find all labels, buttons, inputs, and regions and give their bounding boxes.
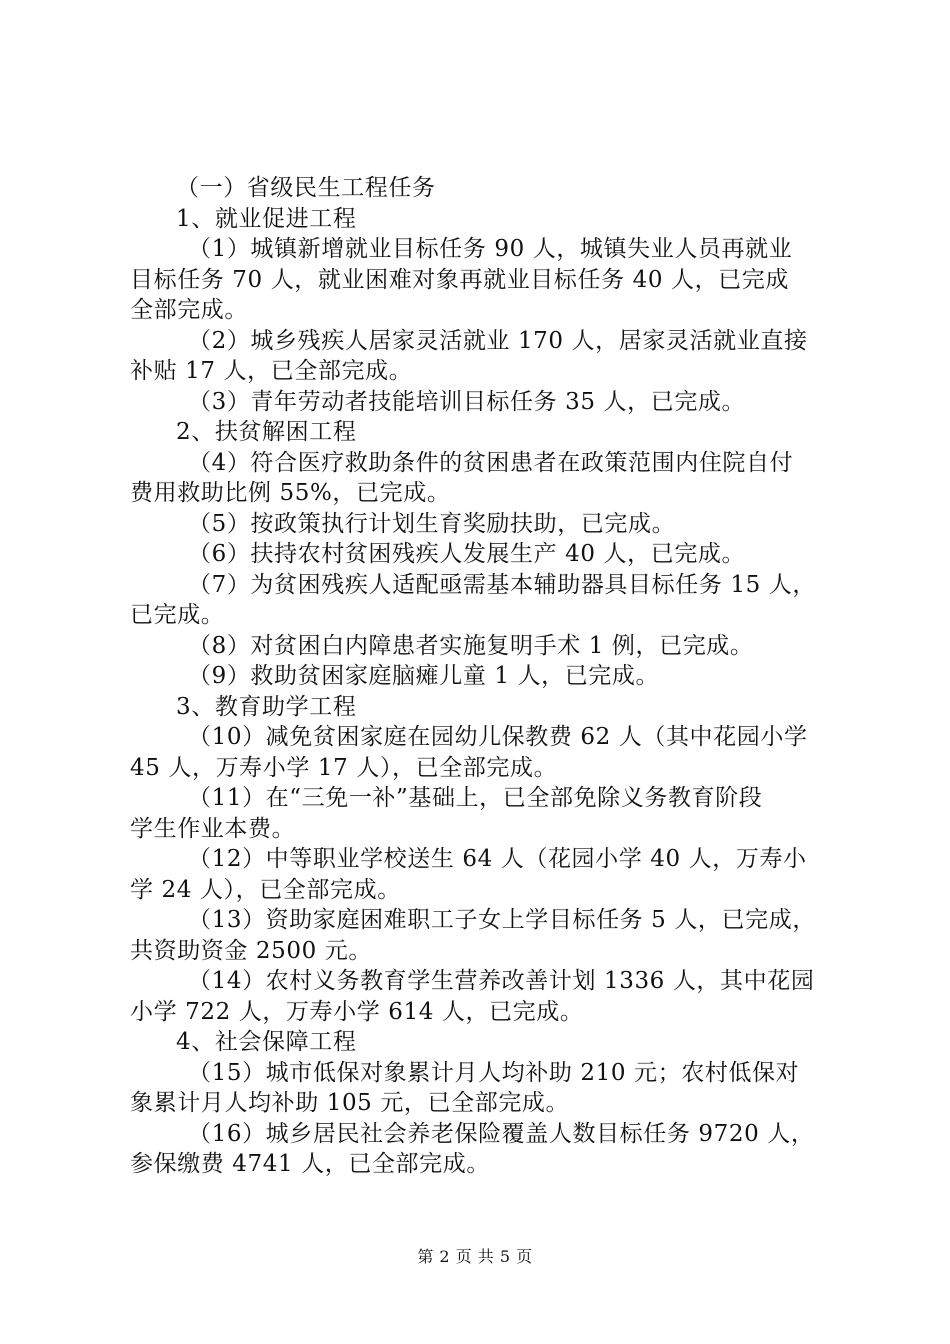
text-line: 4、社会保障工程 [176,1029,357,1055]
text-line: 45 人，万寿小学 17 人），已全部完成。 [130,754,558,781]
text-line: （10）减免贫困家庭在园幼儿保教费 62 人（其中花园小学 [188,724,808,750]
text-line: 补贴 17 人，已全部完成。 [130,358,413,384]
document-body [130,173,836,1180]
text-line: （13）资助家庭困难职工子女上学目标任务 5 人，已完成， [188,907,816,933]
text-line: 小学 722 人，万寿小学 614 人，已完成。 [130,998,584,1025]
text-line: 学 24 人），已全部完成。 [130,876,401,903]
text-line: 费用救助比例 55%，已完成。 [130,480,451,506]
text-line: 参保缴费 4741 人，已全部完成。 [130,1151,490,1177]
text-line: （6）扶持农村贫困残疾人发展生产 40 人，已完成。 [188,541,746,567]
text-line: （2）城乡残疾人居家灵活就业 170 人，居家灵活就业直接 [188,327,808,354]
text-line: （一）省级民生工程任务 [176,175,436,201]
page-footer: 第 2 页 共 5 页 [417,1247,533,1266]
text-line: （11）在“三免一补”基础上，已全部免除义务教育阶段 [188,785,763,811]
text-line: 3、教育助学工程 [176,693,357,720]
text-line: （3）青年劳动者技能培训目标任务 35 人，已完成。 [188,388,746,415]
text-line: （16）城乡居民社会养老保险覆盖人数目标任务 9720 人， [188,1120,815,1147]
text-line: 学生作业本费。 [130,815,296,842]
text-line: 共资助资金 2500 元。 [130,937,372,964]
text-line: 全部完成。 [130,297,248,323]
text-line: （1）城镇新增就业目标任务 90 人，城镇失业人员再就业 [188,236,793,262]
text-line: （8）对贫困白内障患者实施复明手术 1 例，已完成。 [188,632,754,659]
text-line: 象累计月人均补助 105 元，已全部完成。 [130,1090,570,1116]
text-line: （9）救助贫困家庭脑瘫儿童 1 人，已完成。 [188,663,660,689]
text-line: 2、扶贫解困工程 [176,419,357,445]
text-line: 1、就业促进工程 [176,205,357,232]
text-line: （7）为贫困残疾人适配亟需基本辅助器具目标任务 15 人， [188,571,816,598]
text-line: （14）农村义务教育学生营养改善计划 1336 人，其中花园 [188,968,815,994]
text-line: （5）按政策执行计划生育奖励扶助，已完成。 [188,510,676,537]
text-line: （12）中等职业学校送生 64 人（花园小学 40 人，万寿小 [188,846,807,872]
text-line: 已完成。 [130,602,225,628]
text-line: （4）符合医疗救助条件的贫困患者在政策范围内住院自付 [188,449,794,476]
text-line: 目标任务 70 人，就业困难对象再就业目标任务 40 人，已完成 [130,266,789,293]
text-line: （15）城市低保对象累计月人均补助 210 元；农村低保对 [188,1059,800,1086]
